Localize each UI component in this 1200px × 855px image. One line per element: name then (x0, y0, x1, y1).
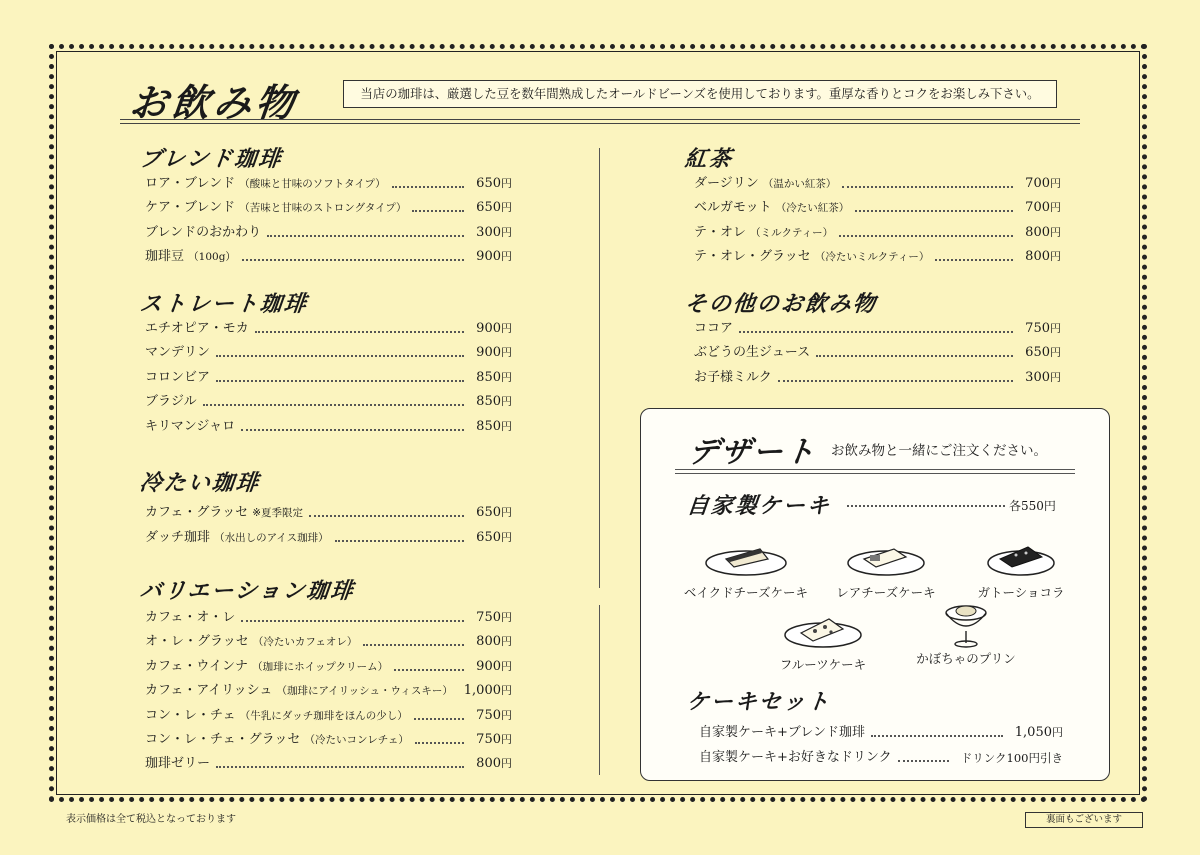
menu-item (145, 343, 512, 363)
menu-item-name (145, 223, 265, 243)
intro-text: 当店の珈琲は、厳選した豆を数年間熟成したオールドビーンズを使用しております。重厚な香りとコクをお楽しみ下さい。 (343, 80, 1057, 108)
leader-dots (241, 620, 464, 622)
item-name-text: カフェ・オ・レ (145, 610, 236, 625)
price-value: 1,050 (1014, 725, 1052, 740)
price-unit: 円 (501, 395, 512, 409)
price-unit: 円 (501, 177, 512, 190)
price-value: 800 (476, 634, 501, 650)
price-value: 700 (1025, 176, 1050, 191)
item-name-text: ダージリン (694, 176, 759, 191)
price-value: 750 (476, 707, 501, 723)
price-unit: 円 (501, 370, 512, 384)
pumpkin-pudding-icon (941, 599, 991, 649)
menu-item-price (476, 503, 512, 523)
cake-baked-cheese (671, 535, 821, 601)
page-title: お飲み物 (127, 81, 300, 125)
price-unit: 円 (501, 506, 512, 519)
column-divider (599, 148, 600, 588)
price-value: 1,000 (463, 683, 501, 699)
price-unit: 円 (501, 530, 512, 544)
item-name-text: キリマンジャロ (145, 418, 236, 434)
menu-item (694, 198, 1061, 218)
divider-top-2 (120, 123, 1080, 124)
menu-item-name (694, 368, 776, 388)
cake-set-title: ケーキセット (685, 690, 833, 715)
section-other (685, 287, 1061, 318)
section-tea (685, 142, 1061, 173)
menu-item (145, 528, 512, 548)
item-name-text: カフェ・ウインナ (145, 658, 248, 674)
leader-dots (898, 760, 949, 762)
price-unit: 円 (501, 708, 512, 722)
cake-label: ベイクドチーズケーキ (683, 585, 809, 600)
item-name-text: 珈琲ゼリー (145, 756, 211, 772)
item-note: ※夏季限定 (252, 507, 304, 519)
price-value: 850 (476, 418, 501, 434)
menu-item-price (476, 247, 512, 267)
cake-label: レアチーズケーキ (836, 585, 936, 600)
price-value: 650 (476, 505, 501, 520)
leader-dots (839, 235, 1013, 237)
menu-item-price (961, 748, 1063, 769)
menu-item-name (694, 343, 814, 363)
menu-item-name (694, 198, 853, 218)
menu-item (145, 198, 512, 218)
menu-item-price (476, 174, 512, 194)
item-name-text: カフェ・グラッセ (145, 505, 249, 520)
menu-item (145, 392, 512, 412)
section-variation (140, 574, 512, 605)
menu-item (694, 247, 1061, 267)
price-value: 300 (476, 224, 501, 240)
menu-item-price (1025, 198, 1061, 218)
leader-dots (335, 540, 464, 542)
price-value: 650 (476, 200, 501, 216)
price-value: 750 (1025, 321, 1050, 336)
price-unit: 円 (501, 201, 512, 215)
menu-item-price (1025, 247, 1061, 267)
item-name-text: テ・オレ (694, 224, 747, 240)
price-value: 700 (1025, 200, 1050, 216)
item-note: （珈琲にアイリッシュ・ウィスキー） (276, 685, 453, 698)
item-name-text: カフェ・アイリッシュ (145, 683, 273, 699)
leader-dots (392, 186, 464, 188)
menu-item-name (145, 730, 413, 750)
menu-item-name (145, 528, 333, 548)
menu-item-price (476, 223, 512, 243)
price-unit: 円 (1050, 225, 1061, 239)
divider-top (120, 119, 1080, 120)
price-unit: 円 (1050, 370, 1061, 384)
price-value: 900 (476, 248, 501, 264)
menu-item-name (145, 608, 239, 628)
leader-dots (778, 380, 1013, 382)
item-note: （酸味と甘味のソフトタイプ） (239, 178, 386, 190)
menu-item (699, 723, 1063, 743)
menu-item-price (476, 343, 512, 363)
leader-dots (216, 355, 464, 357)
leader-dots (394, 669, 464, 671)
leader-dots (241, 429, 464, 431)
item-note: （ミルクティー） (750, 226, 834, 239)
price-value: 800 (476, 756, 501, 772)
item-name-text: マンデリン (145, 345, 211, 361)
leader-dots (816, 355, 1013, 357)
item-name-text: テ・オレ・グラッセ (694, 248, 811, 264)
menu-item-name (145, 319, 253, 339)
menu-item-name (694, 223, 837, 243)
item-name-text: ベルガモット (694, 200, 772, 216)
leader-dots (216, 766, 464, 768)
price-value: 800 (1025, 224, 1050, 240)
menu-item (145, 608, 512, 628)
cake-label: ガトーショコラ (977, 585, 1065, 600)
menu-item-price (1025, 343, 1061, 363)
menu-item-price (476, 608, 512, 628)
menu-item-name (145, 417, 239, 437)
dessert-box (640, 408, 1110, 781)
section-straight (140, 287, 512, 318)
menu-item (694, 174, 1061, 194)
menu-item-name (145, 632, 361, 652)
item-name-text: エチオピア・モカ (145, 321, 249, 336)
dessert-title: デザート (686, 435, 819, 470)
price-unit: 円 (501, 419, 512, 433)
cake-dots (847, 505, 1005, 507)
cake-label: フルーツケーキ (779, 657, 867, 672)
cake-rare-cheese (821, 535, 951, 601)
menu-item-price (476, 319, 512, 339)
menu-item (699, 748, 1063, 768)
menu-item-name (699, 748, 896, 768)
menu-item-name (145, 198, 410, 218)
menu-item-name (145, 657, 392, 677)
item-name-text: 自家製ケーキ+ブレンド珈琲 (699, 725, 866, 740)
dessert-divider-2 (675, 473, 1075, 474)
baked-cheesecake-icon (704, 535, 788, 577)
price-value: 900 (476, 345, 501, 361)
menu-item-name (699, 723, 869, 743)
menu-item (694, 319, 1061, 339)
cake-fruit (753, 607, 893, 673)
leader-dots (842, 186, 1013, 188)
price-value: 900 (476, 321, 501, 336)
item-name-text: ブラジル (145, 394, 197, 410)
section-title-variation: バリエーション珈琲 (138, 579, 356, 604)
leader-dots (267, 235, 464, 237)
price-unit: 円 (501, 249, 512, 263)
item-note: （冷たいミルクティー） (814, 250, 930, 263)
dessert-divider (675, 469, 1075, 470)
menu-item-price (476, 198, 512, 218)
price-value: 750 (476, 732, 501, 747)
tax-note: 表示価格は全て税込となっております (66, 814, 236, 825)
leader-dots (309, 515, 464, 517)
menu-item (145, 657, 512, 677)
item-note: （冷たいカフェオレ） (252, 636, 358, 649)
item-name-text: ダッチ珈琲 (145, 529, 211, 545)
item-name-text: 珈琲豆 (145, 248, 185, 264)
menu-item-price (476, 392, 512, 412)
item-name-text: ブレンドのおかわり (145, 224, 262, 240)
cake-price: 各550円 (1009, 499, 1056, 513)
leader-dots (242, 259, 464, 261)
section-title-cold: 冷たい珈琲 (138, 471, 262, 496)
price-unit: 円 (1050, 322, 1061, 335)
price-unit: 円 (501, 635, 512, 649)
price-unit: 円 (501, 733, 512, 746)
menu-item (145, 503, 512, 523)
item-name-text: ケア・ブレンド (145, 200, 236, 216)
menu-item (145, 754, 512, 774)
leader-dots (855, 210, 1013, 212)
item-name-text: お子様ミルク (694, 369, 772, 385)
section-title-other: その他のお飲み物 (683, 292, 879, 317)
item-note: （100g） (188, 250, 236, 263)
leader-dots (739, 331, 1013, 333)
item-note: （水出しのアイス珈琲） (214, 531, 329, 544)
section-title-tea: 紅茶 (683, 147, 735, 172)
item-name-text: 自家製ケーキ+お好きなドリンク (699, 749, 892, 765)
menu-item-price (1025, 319, 1061, 339)
item-note: （牛乳にダッチ珈琲をほんの少し） (239, 709, 408, 722)
price-unit: 円 (501, 659, 512, 673)
price-value: ドリンク100円引き (960, 750, 1063, 765)
section-cold (140, 466, 512, 497)
price-value: 650 (476, 529, 501, 545)
cake-title: 自家製ケーキ (685, 494, 833, 519)
menu-item-name (694, 319, 737, 339)
price-unit: 円 (501, 757, 512, 771)
item-name-text: コン・レ・チェ (145, 707, 236, 723)
dessert-subtitle: お飲み物と一緒にご注文ください。 (831, 443, 1047, 459)
item-name-text: ロア・ブレンド (145, 176, 236, 191)
reverse-side-note: 裏面もございます (1025, 812, 1143, 828)
item-note: （苦味と甘味のストロングタイプ） (239, 202, 407, 215)
menu-item-name (145, 706, 412, 726)
menu-item-price (476, 417, 512, 437)
item-note: （温かい紅茶） (762, 178, 837, 190)
price-value: 900 (476, 658, 501, 674)
menu-item-name (145, 174, 390, 194)
leader-dots (412, 210, 464, 212)
menu-item-price (1025, 174, 1061, 194)
leader-dots (255, 331, 464, 333)
column-divider-lower (599, 605, 600, 775)
rare-cheesecake-icon (846, 535, 926, 577)
price-unit: 円 (1052, 726, 1063, 739)
section-title-straight: ストレート珈琲 (138, 292, 310, 317)
price-unit: 円 (501, 322, 512, 335)
price-unit: 円 (1050, 249, 1061, 263)
menu-item-price (1015, 723, 1063, 743)
menu-item (694, 223, 1061, 243)
price-unit: 円 (1050, 346, 1061, 360)
leader-dots (871, 735, 1003, 737)
menu-item-name (145, 343, 214, 363)
item-name-text: コン・レ・チェ・グラッセ (145, 732, 301, 747)
item-name-text: ココア (694, 321, 734, 336)
item-name-text: コロンビア (145, 369, 211, 385)
menu-item-name (694, 174, 840, 194)
price-value: 850 (476, 369, 501, 385)
leader-dots (935, 259, 1013, 261)
gateau-chocolat-icon (986, 535, 1056, 577)
menu-item-price (476, 632, 512, 652)
menu-item (694, 343, 1061, 363)
price-unit: 円 (1050, 177, 1061, 190)
leader-dots (216, 380, 464, 382)
leader-dots (414, 718, 464, 720)
menu-item-name (145, 503, 307, 523)
price-unit: 円 (501, 611, 512, 624)
price-value: 850 (476, 394, 501, 410)
menu-item (145, 417, 512, 437)
menu-item-price (464, 681, 512, 701)
cake-gateau-chocolat (961, 535, 1081, 601)
item-note: （珈琲にホイップクリーム） (252, 660, 389, 673)
menu-item (694, 368, 1061, 388)
price-unit: 円 (501, 684, 512, 698)
leader-dots (415, 742, 464, 744)
menu-item-name (694, 247, 933, 267)
menu-item-price (476, 657, 512, 677)
menu-item-price (476, 706, 512, 726)
item-name-text: オ・レ・グラッセ (145, 634, 249, 650)
leader-dots (363, 644, 464, 646)
menu-item (145, 730, 512, 750)
menu-item (145, 223, 512, 243)
section-blend (140, 142, 512, 173)
item-note: （冷たいコンレチェ） (304, 734, 409, 746)
cake-pumpkin-pudding (896, 599, 1036, 667)
menu-item-name (145, 754, 214, 774)
price-unit: 円 (501, 346, 512, 360)
menu-item-price (476, 754, 512, 774)
menu-item-name (145, 681, 457, 701)
menu-item (145, 681, 512, 701)
price-unit: 円 (501, 225, 512, 239)
menu-item (145, 247, 512, 267)
menu-item-name (145, 247, 240, 267)
menu-item-price (1025, 368, 1061, 388)
item-name-text: ぶどうの生ジュース (694, 345, 811, 361)
menu-item (145, 319, 512, 339)
price-value: 300 (1025, 369, 1050, 385)
menu-item-price (476, 368, 512, 388)
leader-dots (203, 404, 464, 406)
price-value: 800 (1025, 248, 1050, 264)
price-unit: 円 (1050, 201, 1061, 215)
menu-item-name (145, 392, 201, 412)
cake-label: かぼちゃのプリン (916, 651, 1016, 666)
menu-item (145, 632, 512, 652)
menu-item (145, 174, 512, 194)
price-value: 650 (1025, 345, 1050, 361)
item-note: （冷たい紅茶） (775, 202, 850, 215)
price-value: 650 (476, 176, 501, 191)
menu-item-name (145, 368, 214, 388)
price-value: 750 (476, 610, 501, 625)
menu-item-price (1025, 223, 1061, 243)
menu-item-price (476, 528, 512, 548)
menu-item (145, 706, 512, 726)
menu-item (145, 368, 512, 388)
fruitcake-icon (783, 607, 863, 649)
section-title-blend: ブレンド珈琲 (138, 147, 284, 172)
menu-item-price (476, 730, 512, 750)
